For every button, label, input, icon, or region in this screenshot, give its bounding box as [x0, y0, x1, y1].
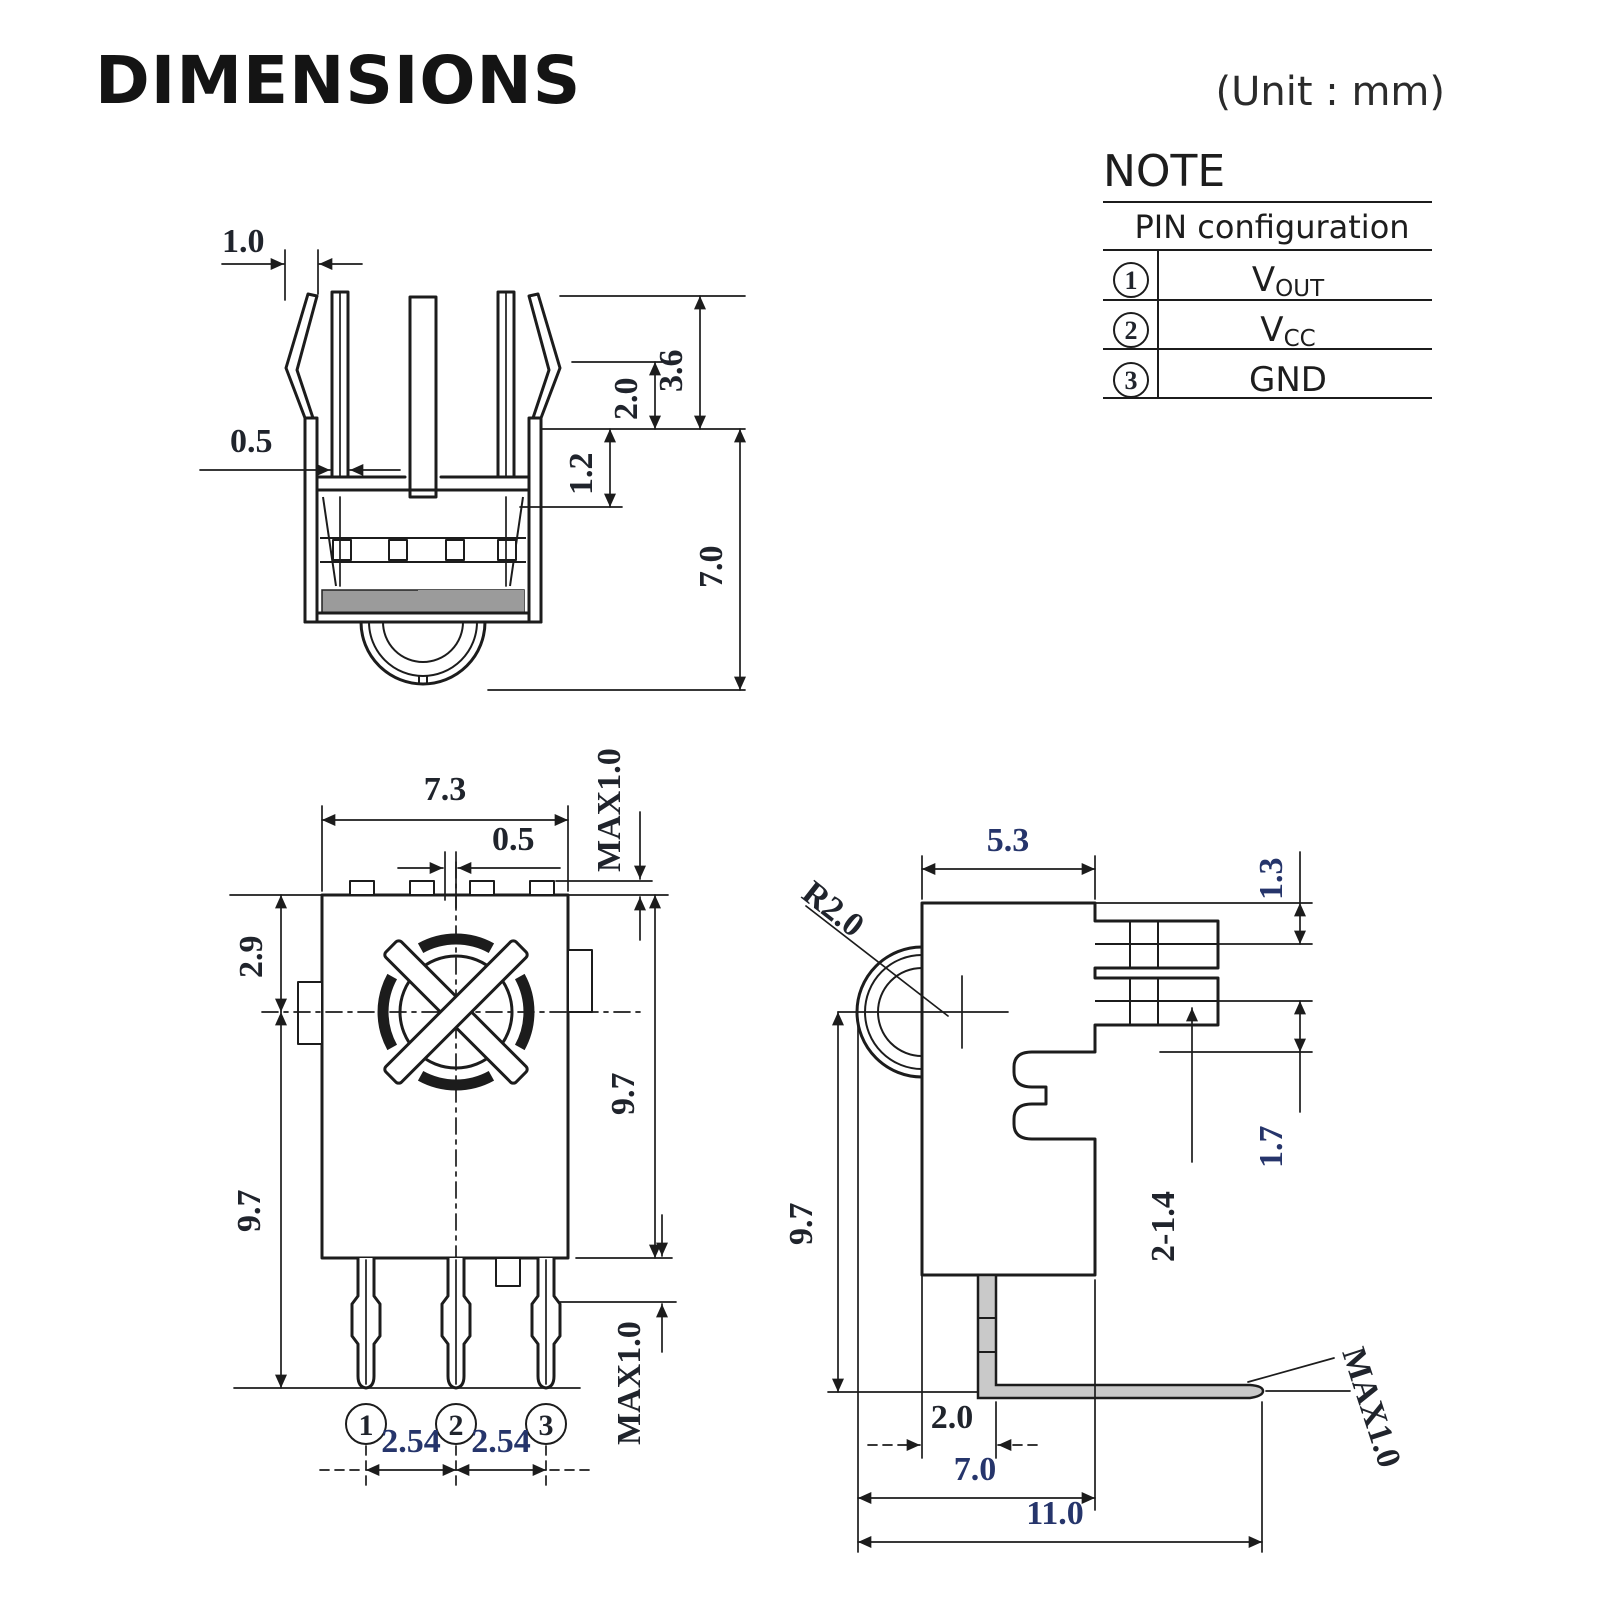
front-view: [230, 748, 676, 1488]
dim-height: 9.7: [783, 1202, 820, 1245]
pin3-name: [1249, 360, 1327, 400]
lens-dome-inner: [383, 622, 463, 662]
pin2-label: 2: [448, 1409, 464, 1442]
pin1-name-sub: OUT: [1275, 276, 1325, 302]
note-table: [1103, 146, 1432, 400]
page-title: DIMENSIONS: [95, 42, 582, 119]
dim-body-depth: 7.0: [953, 1451, 997, 1488]
pin1-label: 1: [358, 1409, 374, 1442]
top-view-dimensions: [200, 223, 745, 690]
dim-width: 7.3: [423, 771, 467, 808]
shield-right-wing: [529, 294, 560, 418]
side-tab-right: [568, 950, 592, 1012]
pin2-name-main: V: [1260, 310, 1284, 350]
dim-lead-max: MAX1.0: [1334, 1343, 1408, 1473]
pin1-name: [1252, 260, 1325, 302]
dim-lead-max: MAX1.0: [611, 1321, 648, 1445]
pin1-name-main: V: [1251, 260, 1276, 300]
side-view: [783, 822, 1408, 1552]
dim-step: 1.2: [563, 452, 600, 495]
dim-holes: 2-1.4: [1145, 1191, 1182, 1262]
bottom-tab: [496, 1258, 520, 1286]
body-tab: [333, 540, 351, 560]
body-tab: [446, 540, 464, 560]
shield-left-wall: [305, 418, 317, 622]
dim-lens-radius: R2.0: [795, 874, 871, 945]
dim-wing-offset: 1.0: [222, 223, 265, 260]
body-tab: [389, 540, 407, 560]
top-tab: [470, 881, 494, 895]
top-tab: [350, 881, 374, 895]
dim-pitch-right: 2.54: [471, 1423, 531, 1460]
dim-pin-offset: 2.0: [930, 1399, 974, 1436]
table-row-gnd: [1114, 360, 1327, 400]
center-post: [410, 297, 436, 497]
pcb-bar-fill: [418, 590, 524, 613]
lens-dome-mid: [369, 622, 477, 676]
shield-left-wing: [286, 294, 317, 418]
dim-depth: 5.3: [986, 822, 1030, 859]
table-header: PIN configuration: [1134, 208, 1410, 246]
pin3-label: 3: [538, 1409, 554, 1442]
body-tab: [498, 540, 516, 560]
dim-height-left: 9.7: [231, 1189, 268, 1232]
dim-clip-top: 1.3: [1253, 857, 1290, 900]
dim-shield-height: 3.6: [653, 349, 690, 392]
dim-leg-width: 0.5: [230, 423, 273, 460]
dim-pitch-left: 2.54: [381, 1423, 441, 1460]
side-tab-left: [298, 982, 322, 1044]
pin1-number: 1: [1124, 266, 1138, 295]
dim-total-depth: 7.0: [693, 545, 730, 588]
dim-height-right: 9.7: [605, 1072, 642, 1115]
dim-lead-length: 11.0: [1026, 1495, 1084, 1532]
leader-line: [1248, 1358, 1334, 1382]
front-body: [322, 895, 568, 1258]
table-row-vout: [1114, 260, 1325, 302]
bent-lead: [978, 1275, 1263, 1398]
table-row-vcc: [1114, 310, 1316, 352]
shield-right-wall: [529, 418, 541, 622]
pin2-number: 2: [1124, 316, 1138, 345]
dim-tab-max: MAX1.0: [591, 748, 628, 872]
top-tab: [410, 881, 434, 895]
dim-slot: 2.0: [608, 377, 645, 420]
pin3-number: 3: [1124, 366, 1138, 395]
pin2-name: [1260, 310, 1315, 352]
unit-label: (Unit : mm): [1215, 69, 1445, 115]
dim-center-offset: 0.5: [492, 821, 535, 858]
pin2-name-sub: CC: [1283, 326, 1316, 352]
pin3-name-main: GND: [1249, 360, 1327, 400]
dim-upper: 2.9: [233, 935, 270, 978]
top-view: [200, 223, 745, 690]
dim-clip-gap: 1.7: [1253, 1125, 1290, 1168]
note-label: NOTE: [1103, 146, 1226, 197]
top-tab: [530, 881, 554, 895]
